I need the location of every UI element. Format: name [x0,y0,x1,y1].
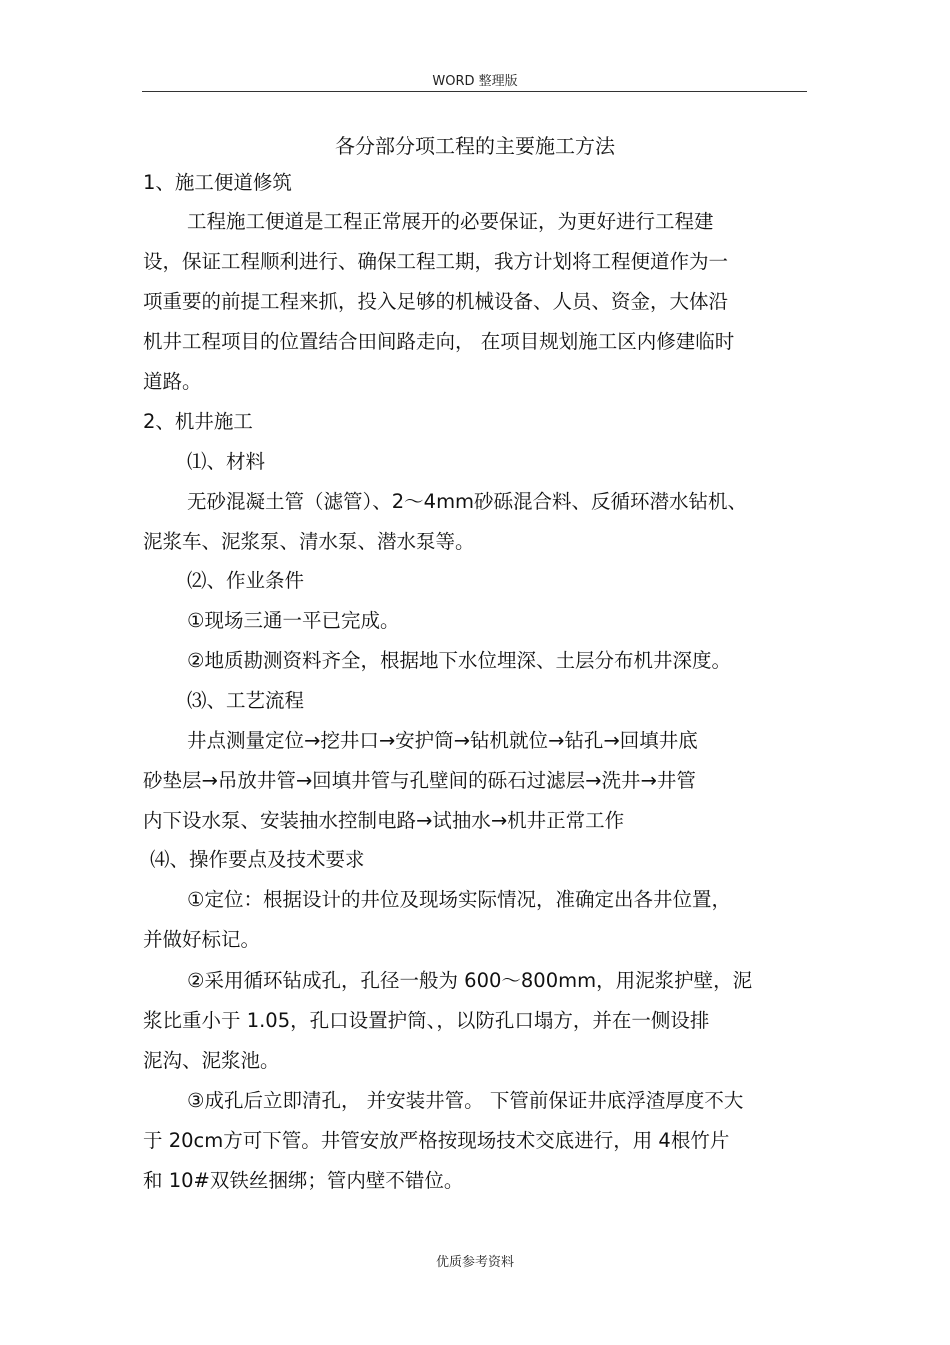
paragraph-line: 道路。 [143,370,202,393]
paragraph-line: 泥浆车、泥浆泵、清水泵、潜水泵等。 [143,530,475,553]
paragraph-line: 设，保证工程顺利进行、确保工程工期，我方计划将工程便道作为一 [143,250,729,273]
document-title: 各分部分项工程的主要施工方法 [335,134,615,158]
paragraph-line: 浆比重小于 1.05，孔口设置护筒、，以防孔口塌方，并在一侧设排 [143,1009,710,1032]
subheading-materials: ⑴、材料 [187,450,266,473]
subheading-key-points: ⑷、操作要点及技术要求 [150,848,365,871]
list-item: ③成孔后立即清孔， 并安装井管。 下管前保证井底浮渣厚度不大 [187,1089,744,1112]
subheading-conditions: ⑵、作业条件 [187,569,305,592]
paragraph-line: 工程施工便道是工程正常展开的必要保证，为更好进行工程建 [187,210,714,233]
list-item: ②采用循环钻成孔，孔径一般为 600～800mm，用泥浆护壁，泥 [187,969,753,992]
list-item: ①定位：根据设计的井位及现场实际情况，准确定出各井位置， [187,888,731,911]
paragraph-line: 砂垫层→吊放井管→回填井管与孔壁间的砾石过滤层→洗井→井管 [143,769,696,792]
paragraph-line: 内下设水泵、安装抽水控制电路→试抽水→机井正常工作 [143,809,625,832]
section-heading-2: 2、机井施工 [143,410,253,433]
subheading-process: ⑶、工艺流程 [187,689,305,712]
paragraph-line: 无砂混凝土管（滤管）、2～4mm砂砾混合料、反循环潜水钻机、 [187,490,748,513]
list-item: ②地质勘测资料齐全，根据地下水位埋深、土层分布机井深度。 [187,649,731,672]
list-item: ①现场三通一平已完成。 [187,609,400,632]
paragraph-line: 于 20cm方可下管。井管安放严格按现场技术交底进行，用 4根竹片 [143,1129,730,1152]
page-header: WORD 整理版 [432,74,518,89]
section-heading-1: 1、施工便道修筑 [143,171,292,194]
paragraph-line: 井点测量定位→挖井口→安护筒→钻机就位→钻孔→回填井底 [187,729,698,752]
paragraph-line: 泥沟、泥浆池。 [143,1049,280,1072]
paragraph-line: 和 10#双铁丝捆绑；管内壁不错位。 [143,1169,464,1192]
page-footer: 优质参考资料 [435,1255,514,1270]
paragraph-line: 机井工程项目的位置结合田间路走向， 在项目规划施工区内修建临时 [143,330,735,353]
paragraph-line: 项重要的前提工程来抓，投入足够的机械设备、人员、资金，大体沿 [143,290,729,313]
header-rule [142,91,807,92]
paragraph-line: 并做好标记。 [143,928,261,951]
